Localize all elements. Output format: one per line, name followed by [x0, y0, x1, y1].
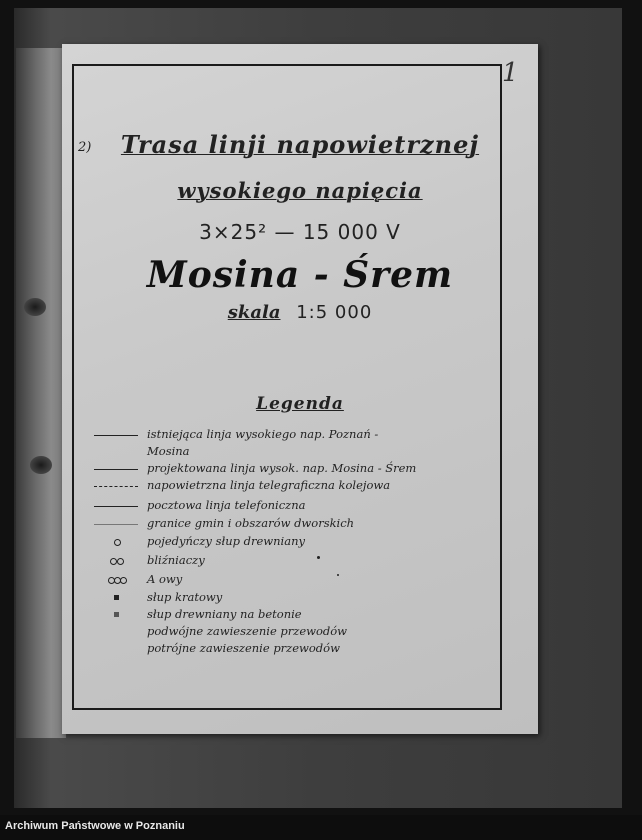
- legend-symbol-line: [92, 461, 142, 477]
- legend-text: słup kratowy: [147, 590, 223, 604]
- legend-item: [92, 498, 492, 514]
- legend-item: [92, 624, 492, 640]
- legend-text: potrójne zawieszenie przewodów: [147, 641, 340, 655]
- voltage-spec: 3×25² — 15 000 V: [199, 220, 401, 244]
- legend-text: napowietrzna linja telegraficzna kolejowa: [147, 478, 391, 492]
- archive-credit: Archiwum Państwowe w Poznaniu: [5, 820, 185, 832]
- footer-bar: [0, 815, 642, 840]
- legend-text: istniejąca linja wysokiego nap. Poznań -: [147, 427, 379, 441]
- legend-item: [92, 461, 492, 477]
- legend-text: słup drewniany na betonie: [147, 607, 302, 621]
- legend-text: Mosina: [147, 444, 190, 458]
- scale-row: [62, 302, 538, 323]
- legend-item: [92, 572, 492, 588]
- legend-symbol-thin-line: [92, 516, 142, 532]
- legend-title: Legenda: [256, 394, 344, 414]
- legend-item: [92, 553, 492, 569]
- legend-text: pocztowa linja telefoniczna: [147, 498, 306, 512]
- legend-item: [92, 607, 492, 623]
- legend-symbol-square-mark: [92, 607, 142, 623]
- binder-hole: [30, 456, 52, 474]
- legend-symbol-double-circle: [92, 553, 142, 569]
- scale-value: 1:5 000: [296, 302, 373, 323]
- legend-text: bliźniaczy: [147, 553, 205, 567]
- legend-symbol-line: [92, 427, 142, 443]
- legend-symbol-triple-circle: [92, 572, 142, 588]
- legend-symbol-square: [92, 590, 142, 606]
- binder-hole: [24, 298, 46, 316]
- scale-label: skala: [227, 302, 281, 323]
- document-sheet: [62, 44, 538, 734]
- legend-item: [92, 590, 492, 606]
- legend-text: A owy: [147, 572, 183, 586]
- legend-symbol-circle: [92, 534, 142, 550]
- legend-item: [92, 534, 492, 550]
- legend-text: pojedyńczy słup drewniany: [147, 534, 305, 548]
- document-title-line2: wysokiego napięcia: [177, 178, 423, 203]
- title-number: 2): [78, 140, 92, 155]
- legend-symbol-dashed-line: [92, 478, 142, 494]
- speck: [337, 574, 339, 576]
- legend-item: [92, 427, 492, 443]
- legend-text: projektowana linja wysok. nap. Mosina - Śrem: [147, 461, 417, 475]
- speck: [317, 556, 320, 559]
- legend-item: [92, 444, 492, 460]
- legend-item: [92, 641, 492, 657]
- document-title-line1: Trasa linji napowietrznej: [120, 130, 480, 159]
- route-name: Mosina - Śrem: [146, 254, 454, 296]
- binder-strip: [16, 48, 66, 738]
- legend-text: podwójne zawieszenie przewodów: [147, 624, 348, 638]
- legend-item: [92, 478, 492, 494]
- page-number: 1: [502, 58, 519, 88]
- legend-item: [92, 516, 492, 532]
- legend-text: granice gmin i obszarów dworskich: [147, 516, 355, 530]
- legend-symbol-line: [92, 498, 142, 514]
